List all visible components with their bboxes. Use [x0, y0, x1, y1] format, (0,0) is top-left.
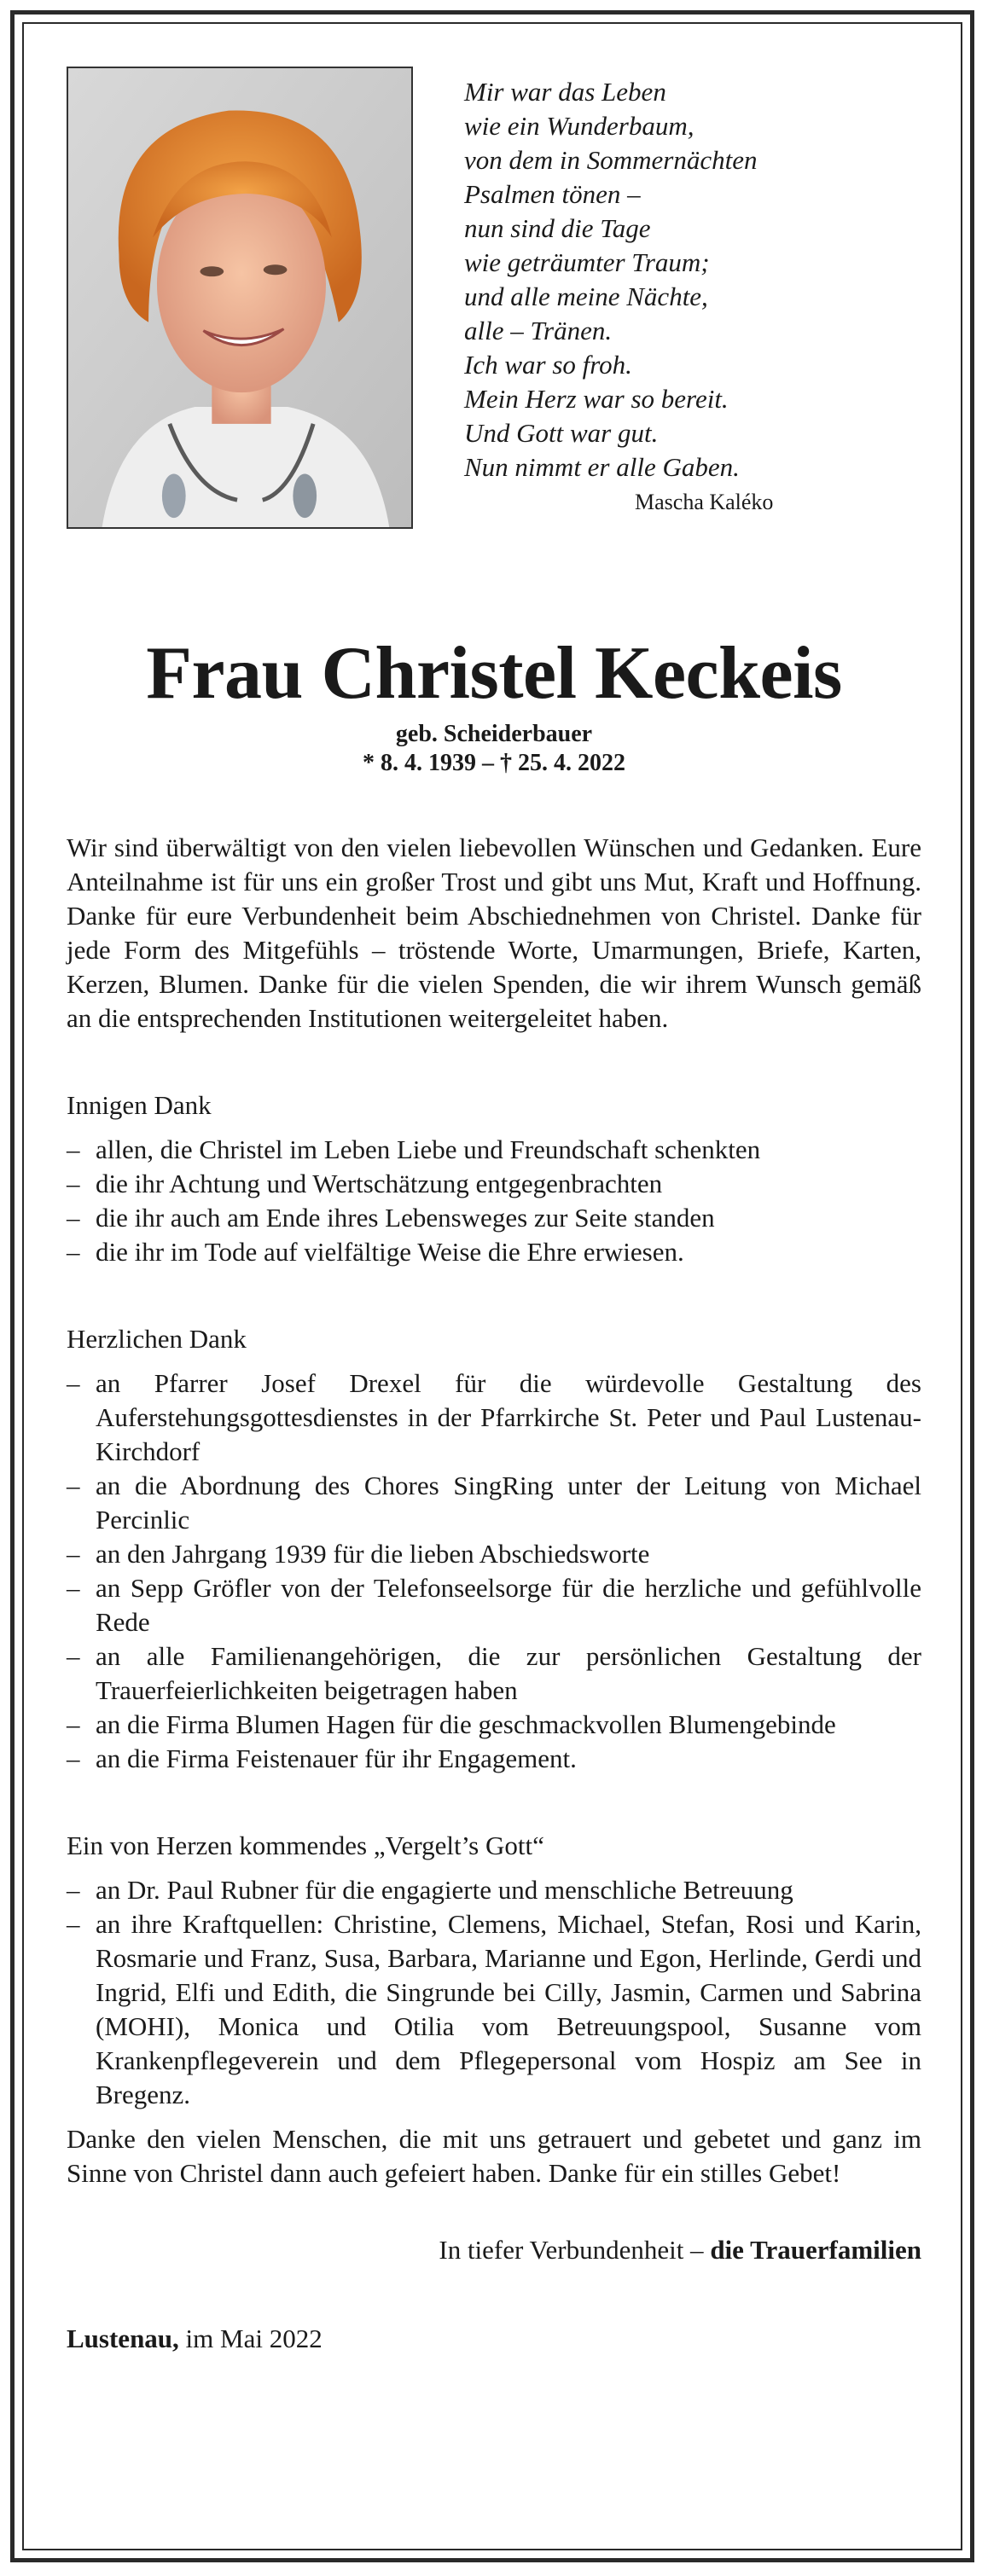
list-item-text: an alle Familienangehörigen, die zur persönlichen Gestaltung der Trauerfeierlichkeiten beigetragen haben	[96, 1641, 921, 1705]
closing-paragraph: Danke den vielen Menschen, die mit uns getrauert und gebetet und ganz im Sinne von Christel dann auch gefeiert haben. Danke für ein stilles Gebet!	[67, 2124, 921, 2188]
dash-marker: –	[67, 1709, 80, 1739]
header-block	[67, 65, 921, 542]
dash-marker: –	[67, 1539, 80, 1569]
poem	[464, 75, 908, 517]
list-item	[67, 1639, 921, 1708]
poem-line: und alle meine Nächte,	[464, 281, 708, 311]
poem-line: alle – Tränen.	[464, 316, 613, 345]
thanks-list-innigen	[67, 1133, 921, 1269]
poem-line: Und Gott war gut.	[464, 418, 659, 448]
poem-line: Ich war so froh.	[464, 350, 632, 380]
list-item-text: an den Jahrgang 1939 für die lieben Abschiedsworte	[96, 1539, 650, 1569]
poem-author: Mascha Kaléko	[635, 490, 774, 514]
portrait-photo	[67, 67, 413, 529]
life-dates: * 8. 4. 1939 – † 25. 4. 2022	[363, 750, 625, 776]
list-item-text: die ihr auch am Ende ihres Lebensweges zur Seite standen	[96, 1203, 715, 1233]
list-item-text: an Sepp Gröfler von der Telefonseelsorge für die herzliche und gefühlvolle Rede	[96, 1573, 921, 1637]
list-item	[67, 1907, 921, 2112]
list-item	[67, 1469, 921, 1537]
portrait-photo-icon	[68, 68, 411, 527]
list-item	[67, 1235, 921, 1269]
dash-marker: –	[67, 1641, 80, 1671]
signature-name: die Trauerfamilien	[710, 2235, 921, 2265]
dash-marker: –	[67, 1169, 80, 1198]
poem-line: von dem in Sommernächten	[464, 145, 758, 175]
poem-line: wie ein Wunderbaum,	[464, 111, 695, 141]
dash-marker: –	[67, 1573, 80, 1603]
list-item	[67, 1571, 921, 1639]
list-item	[67, 1133, 921, 1167]
place-date-line	[67, 2322, 921, 2356]
dash-marker: –	[67, 1237, 80, 1267]
poem-line: wie geträumter Traum;	[464, 247, 710, 277]
intro-paragraph: Wir sind überwältigt von den vielen liebevollen Wünschen und Gedanken. Eure Anteilnahme ist für uns ein großer Trost und gibt uns Mut, Kraft und Hoffnung. Danke für eure Verbundenheit beim Abschiednehmen von Christel. Danke für jede Form des Mitgefühls – tröstende Worte, Umarmungen, Briefe, Karten, Kerzen, Blumen. Danke für die vielen Spenden, die wir ihrem Wunsch gemäß an die entsprechenden Institutionen weitergeleitet haben.	[67, 833, 921, 1033]
list-item	[67, 1742, 921, 1776]
dash-marker: –	[67, 1134, 80, 1164]
list-item-text: an die Abordnung des Chores SingRing unter der Leitung von Michael Percinlic	[96, 1471, 921, 1535]
list-item	[67, 1167, 921, 1201]
section-heading-innigen-dank: Innigen Dank	[67, 1090, 212, 1120]
poem-line: Mir war das Leben	[464, 77, 666, 107]
thanks-list-herzlichen	[67, 1366, 921, 1776]
list-item	[67, 1366, 921, 1469]
list-item-text: an Pfarrer Josef Drexel für die würdevolle Gestaltung des Auferstehungsgottesdienstes in der Pfarrkirche St. Peter und Paul Lustenau-Kirchdorf	[96, 1368, 921, 1466]
poem-line: Psalmen tönen –	[464, 179, 641, 209]
signature-prefix: In tiefer Verbundenheit –	[439, 2235, 711, 2265]
list-item-text: an Dr. Paul Rubner für die engagierte und menschliche Betreuung	[96, 1875, 793, 1905]
list-item	[67, 1708, 921, 1742]
dash-marker: –	[67, 1203, 80, 1233]
dash-marker: –	[67, 1471, 80, 1500]
list-item-text: die ihr im Tode auf vielfältige Weise die Ehre erwiesen.	[96, 1237, 684, 1267]
section-heading-herzlichen-dank: Herzlichen Dank	[67, 1324, 247, 1354]
poem-line: Nun nimmt er alle Gaben.	[464, 452, 740, 482]
dash-marker: –	[67, 1368, 80, 1398]
list-item-text: die ihr Achtung und Wertschätzung entgegenbrachten	[96, 1169, 663, 1198]
signature-line	[67, 2233, 921, 2267]
place: Lustenau,	[67, 2324, 179, 2353]
list-item-text: allen, die Christel im Leben Liebe und Freundschaft schenkten	[96, 1134, 761, 1164]
thanks-list-vergelts-gott	[67, 1873, 921, 2112]
dash-marker: –	[67, 1875, 80, 1905]
poem-line: Mein Herz war so bereit.	[464, 384, 729, 414]
list-item-text: an ihre Kraftquellen: Christine, Clemens, Michael, Stefan, Rosi und Karin, Rosmarie und Franz, Susa, Barbara, Marianne und Egon, Herlinde, Gerdi und Ingrid, Elfi und Edith, die Singrunde bei Cilly, Jasmin, Carmen und Sabrina (MOHI), Monica und Otilia vom Betreuungspool, Susanne vom Krankenpflegeverein und dem Pflegepersonal vom Hospiz am See in Bregenz.	[96, 1909, 921, 2109]
list-item	[67, 1201, 921, 1235]
maiden-name: geb. Scheiderbauer	[395, 721, 593, 747]
poem-line: nun sind die Tage	[464, 213, 651, 243]
section-heading-vergelts-gott: Ein von Herzen kommendes „Vergelt’s Gott“	[67, 1830, 544, 1860]
list-item	[67, 1537, 921, 1571]
obituary-notice	[67, 65, 921, 2356]
list-item	[67, 1873, 921, 1907]
deceased-name: Frau Christel Keckeis	[146, 632, 842, 715]
dash-marker: –	[67, 1743, 80, 1773]
list-item-text: an die Firma Blumen Hagen für die geschmackvollen Blumengebinde	[96, 1709, 836, 1739]
list-item-text: an die Firma Feistenauer für ihr Engagement.	[96, 1743, 577, 1773]
date: im Mai 2022	[178, 2324, 323, 2353]
dash-marker: –	[67, 1909, 80, 1939]
